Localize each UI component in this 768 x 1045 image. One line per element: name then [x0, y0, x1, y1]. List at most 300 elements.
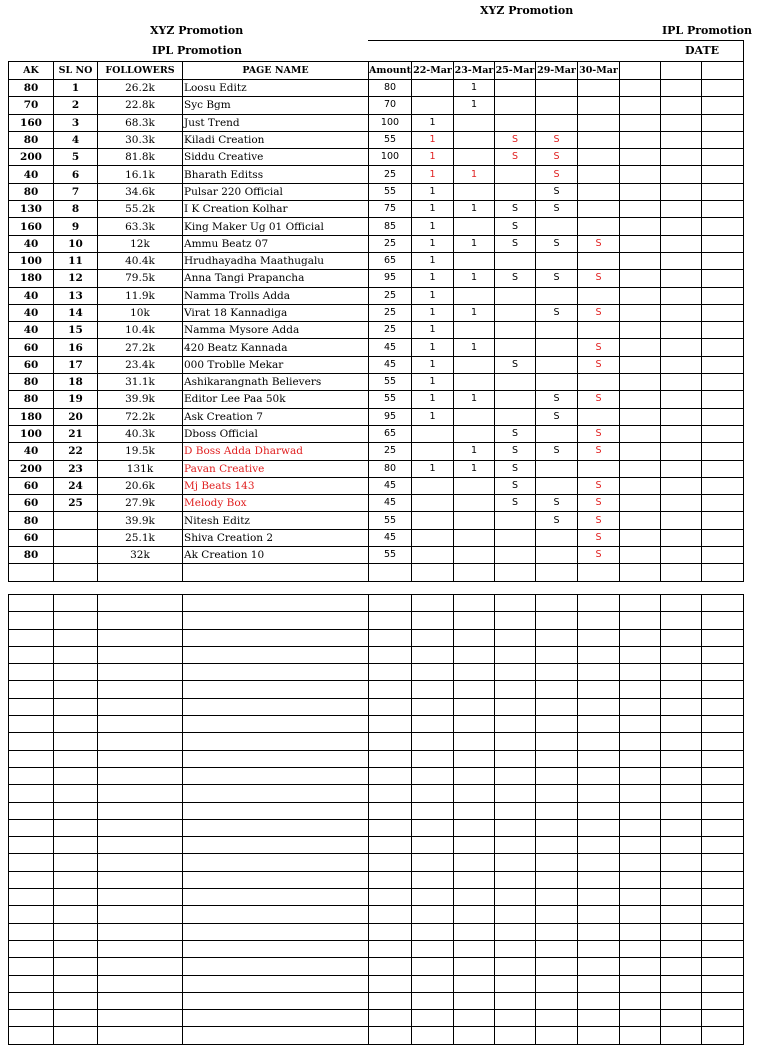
mark-29-mar [536, 547, 578, 564]
table-row [9, 183, 744, 200]
sl-no-cell: 23 [54, 460, 98, 477]
empty-cell [702, 477, 744, 494]
blank-row [9, 819, 744, 836]
mark-29-mar: S [536, 183, 578, 200]
empty-cell [454, 1010, 495, 1027]
followers-cell: 27.2k [98, 339, 183, 356]
empty-cell [702, 664, 744, 681]
empty-cell [183, 906, 369, 923]
page-name-cell: Dboss Official [183, 425, 369, 442]
empty-cell [9, 698, 54, 715]
mark-23-mar [454, 287, 495, 304]
empty-cell [54, 664, 98, 681]
empty-cell [412, 564, 454, 581]
column-header [661, 62, 702, 80]
empty-cell [454, 854, 495, 871]
table-row [9, 529, 744, 546]
ak-cell: 60 [9, 477, 54, 494]
blank-row [9, 1027, 744, 1044]
empty-cell [702, 906, 744, 923]
empty-cell [702, 958, 744, 975]
empty-cell [183, 923, 369, 940]
ak-cell: 80 [9, 547, 54, 564]
mark-29-mar [536, 287, 578, 304]
empty-cell [661, 819, 702, 836]
empty-cell [702, 131, 744, 148]
mark-30-mar [578, 201, 620, 218]
empty-cell [702, 837, 744, 854]
page-name-cell: Mj Beats 143 [183, 477, 369, 494]
empty-cell [702, 595, 744, 612]
blank-row [9, 975, 744, 992]
mark-23-mar [454, 114, 495, 131]
empty-cell [183, 629, 369, 646]
empty-cell [536, 802, 578, 819]
amount-cell: 80 [369, 460, 412, 477]
followers-cell: 34.6k [98, 183, 183, 200]
sl-no-cell: 8 [54, 201, 98, 218]
empty-cell [454, 923, 495, 940]
empty-cell [54, 767, 98, 784]
blank-row [9, 923, 744, 940]
mark-30-mar: S [578, 235, 620, 252]
blank-row [9, 940, 744, 957]
page-name-cell: Hrudhayadha Maathugalu [183, 252, 369, 269]
amount-cell: 25 [369, 443, 412, 460]
amount-cell: 100 [369, 149, 412, 166]
table-row [9, 547, 744, 564]
page-name-cell: Ask Creation 7 [183, 408, 369, 425]
empty-cell [661, 785, 702, 802]
mark-22-mar: 1 [412, 287, 454, 304]
mark-29-mar: S [536, 391, 578, 408]
empty-cell [702, 681, 744, 698]
followers-cell: 20.6k [98, 477, 183, 494]
empty-cell [412, 837, 454, 854]
ak-cell: 100 [9, 425, 54, 442]
page-name-cell: 420 Beatz Kannada [183, 339, 369, 356]
empty-cell [536, 889, 578, 906]
empty-cell [54, 871, 98, 888]
empty-cell [495, 595, 536, 612]
empty-cell [620, 547, 661, 564]
empty-cell [98, 802, 183, 819]
empty-cell [369, 733, 412, 750]
empty-cell [661, 733, 702, 750]
empty-cell [54, 837, 98, 854]
empty-cell [183, 646, 369, 663]
empty-cell [702, 819, 744, 836]
empty-cell [98, 975, 183, 992]
mark-23-mar [454, 547, 495, 564]
empty-cell [578, 681, 620, 698]
empty-cell [661, 252, 702, 269]
amount-cell: 85 [369, 218, 412, 235]
ak-cell: 40 [9, 287, 54, 304]
amount-cell: 80 [369, 80, 412, 97]
empty-cell [620, 252, 661, 269]
empty-cell [661, 477, 702, 494]
mark-29-mar [536, 425, 578, 442]
empty-cell [536, 698, 578, 715]
left-title-xyz: XYZ Promotion [150, 24, 244, 37]
empty-cell [98, 716, 183, 733]
table-row [9, 166, 744, 183]
mark-30-mar [578, 80, 620, 97]
column-header: 22-Mar [412, 62, 454, 80]
followers-cell: 63.3k [98, 218, 183, 235]
column-header: 25-Mar [495, 62, 536, 80]
empty-cell [536, 664, 578, 681]
page-name-cell: King Maker Ug 01 Official [183, 218, 369, 235]
mark-29-mar [536, 252, 578, 269]
empty-cell [454, 612, 495, 629]
empty-cell [661, 495, 702, 512]
empty-cell [702, 1010, 744, 1027]
mark-29-mar [536, 80, 578, 97]
empty-cell [495, 802, 536, 819]
empty-cell [412, 646, 454, 663]
empty-cell [702, 612, 744, 629]
table-row [9, 97, 744, 114]
empty-cell [412, 1010, 454, 1027]
empty-cell [702, 443, 744, 460]
page-name-cell: Just Trend [183, 114, 369, 131]
empty-cell [54, 733, 98, 750]
empty-cell [412, 750, 454, 767]
empty-cell [369, 992, 412, 1009]
amount-cell: 45 [369, 339, 412, 356]
column-header: 23-Mar [454, 62, 495, 80]
amount-cell: 45 [369, 495, 412, 512]
table-row [9, 460, 744, 477]
empty-cell [578, 716, 620, 733]
column-header: AK [9, 62, 54, 80]
mark-30-mar: S [578, 425, 620, 442]
empty-cell [495, 646, 536, 663]
mark-25-mar [495, 408, 536, 425]
mark-23-mar: 1 [454, 270, 495, 287]
empty-cell [702, 629, 744, 646]
column-header: PAGE NAME [183, 62, 369, 80]
empty-cell [702, 767, 744, 784]
mark-25-mar [495, 97, 536, 114]
table-row [9, 374, 744, 391]
mark-29-mar: S [536, 131, 578, 148]
mark-25-mar: S [495, 201, 536, 218]
empty-cell [454, 681, 495, 698]
mark-30-mar [578, 374, 620, 391]
empty-cell [54, 612, 98, 629]
empty-cell [495, 975, 536, 992]
followers-cell: 10.4k [98, 322, 183, 339]
empty-cell [620, 408, 661, 425]
sl-no-cell: 20 [54, 408, 98, 425]
empty-cell [536, 923, 578, 940]
empty-cell [536, 612, 578, 629]
empty-cell [412, 854, 454, 871]
empty-cell [702, 97, 744, 114]
empty-cell [495, 958, 536, 975]
empty-cell [661, 958, 702, 975]
empty-cell [454, 646, 495, 663]
empty-cell [536, 975, 578, 992]
blank-row [9, 992, 744, 1009]
empty-cell [620, 716, 661, 733]
mark-22-mar: 1 [412, 183, 454, 200]
empty-cell [702, 992, 744, 1009]
followers-cell: 19.5k [98, 443, 183, 460]
empty-cell [578, 733, 620, 750]
empty-cell [54, 629, 98, 646]
empty-cell [369, 564, 412, 581]
sl-no-cell: 11 [54, 252, 98, 269]
ak-cell: 80 [9, 131, 54, 148]
mark-30-mar: S [578, 270, 620, 287]
empty-cell [702, 495, 744, 512]
empty-cell [620, 529, 661, 546]
amount-cell: 25 [369, 166, 412, 183]
empty-cell [369, 854, 412, 871]
empty-cell [578, 958, 620, 975]
mark-29-mar: S [536, 270, 578, 287]
empty-cell [369, 871, 412, 888]
empty-cell [98, 629, 183, 646]
followers-cell: 10k [98, 304, 183, 321]
ak-cell: 40 [9, 235, 54, 252]
mark-22-mar: 1 [412, 235, 454, 252]
empty-cell [702, 408, 744, 425]
mark-25-mar [495, 529, 536, 546]
amount-cell: 45 [369, 529, 412, 546]
ak-cell: 40 [9, 322, 54, 339]
column-header [620, 62, 661, 80]
blank-row [9, 958, 744, 975]
empty-cell [454, 733, 495, 750]
mark-29-mar [536, 477, 578, 494]
empty-cell [98, 595, 183, 612]
followers-cell: 39.9k [98, 512, 183, 529]
empty-cell [702, 975, 744, 992]
empty-cell [183, 889, 369, 906]
table-row [9, 304, 744, 321]
empty-cell [495, 767, 536, 784]
empty-cell [661, 322, 702, 339]
empty-cell [661, 114, 702, 131]
empty-cell [661, 287, 702, 304]
mark-29-mar [536, 529, 578, 546]
empty-cell [661, 767, 702, 784]
empty-cell [495, 906, 536, 923]
mark-25-mar: S [495, 149, 536, 166]
mark-23-mar: 1 [454, 304, 495, 321]
amount-cell: 75 [369, 201, 412, 218]
followers-cell: 79.5k [98, 270, 183, 287]
amount-cell: 45 [369, 356, 412, 373]
empty-cell [412, 802, 454, 819]
mark-25-mar [495, 374, 536, 391]
empty-cell [661, 802, 702, 819]
empty-cell [620, 339, 661, 356]
empty-cell [702, 270, 744, 287]
mark-25-mar: S [495, 356, 536, 373]
sl-no-cell: 4 [54, 131, 98, 148]
empty-cell [98, 1027, 183, 1044]
mark-23-mar: 1 [454, 391, 495, 408]
mark-30-mar [578, 287, 620, 304]
empty-cell [183, 819, 369, 836]
followers-cell: 16.1k [98, 166, 183, 183]
empty-cell [620, 374, 661, 391]
empty-cell [702, 529, 744, 546]
date-label: DATE [685, 44, 720, 57]
empty-cell [9, 664, 54, 681]
empty-cell [54, 992, 98, 1009]
sl-no-cell: 7 [54, 183, 98, 200]
empty-cell [620, 750, 661, 767]
mark-30-mar [578, 166, 620, 183]
sl-no-cell: 19 [54, 391, 98, 408]
empty-cell [98, 837, 183, 854]
empty-cell [661, 975, 702, 992]
mark-30-mar [578, 131, 620, 148]
empty-cell [183, 940, 369, 957]
empty-cell [578, 785, 620, 802]
mark-23-mar [454, 374, 495, 391]
mark-23-mar [454, 322, 495, 339]
empty-cell [620, 802, 661, 819]
empty-cell [183, 958, 369, 975]
empty-cell [661, 547, 702, 564]
empty-cell [9, 992, 54, 1009]
mark-29-mar [536, 114, 578, 131]
empty-cell [454, 940, 495, 957]
empty-cell [98, 854, 183, 871]
followers-cell: 32k [98, 547, 183, 564]
empty-cell [661, 992, 702, 1009]
empty-cell [98, 664, 183, 681]
mark-29-mar [536, 460, 578, 477]
blank-row [9, 716, 744, 733]
empty-cell [620, 218, 661, 235]
mark-25-mar [495, 114, 536, 131]
empty-cell [661, 460, 702, 477]
mark-23-mar [454, 495, 495, 512]
empty-cell [412, 767, 454, 784]
empty-cell [454, 975, 495, 992]
amount-cell: 45 [369, 477, 412, 494]
empty-cell [54, 906, 98, 923]
mark-25-mar [495, 183, 536, 200]
mark-25-mar [495, 80, 536, 97]
mark-30-mar: S [578, 339, 620, 356]
empty-cell [702, 564, 744, 581]
empty-cell [495, 992, 536, 1009]
amount-cell: 70 [369, 97, 412, 114]
empty-cell [454, 1027, 495, 1044]
empty-cell [54, 975, 98, 992]
empty-cell [9, 767, 54, 784]
empty-cell [620, 854, 661, 871]
empty-cell [98, 612, 183, 629]
empty-cell [9, 975, 54, 992]
empty-cell [369, 958, 412, 975]
empty-cell [702, 322, 744, 339]
mark-25-mar: S [495, 131, 536, 148]
empty-cell [702, 698, 744, 715]
empty-cell [620, 595, 661, 612]
empty-cell [620, 1027, 661, 1044]
page-name-cell: 000 Troblle Mekar [183, 356, 369, 373]
empty-cell [369, 698, 412, 715]
empty-cell [661, 595, 702, 612]
page-name-cell: Ashikarangnath Believers [183, 374, 369, 391]
followers-cell: 81.8k [98, 149, 183, 166]
sl-no-cell: 2 [54, 97, 98, 114]
mark-22-mar: 1 [412, 252, 454, 269]
amount-cell: 25 [369, 322, 412, 339]
ak-cell: 100 [9, 252, 54, 269]
empty-cell [620, 425, 661, 442]
empty-cell [620, 114, 661, 131]
ak-cell: 200 [9, 460, 54, 477]
mark-22-mar [412, 97, 454, 114]
mark-22-mar: 1 [412, 460, 454, 477]
column-header: 29-Mar [536, 62, 578, 80]
empty-cell [412, 612, 454, 629]
empty-cell [454, 889, 495, 906]
followers-cell: 22.8k [98, 97, 183, 114]
empty-cell [412, 629, 454, 646]
empty-cell [412, 716, 454, 733]
empty-cell [620, 322, 661, 339]
empty-cell [661, 564, 702, 581]
empty-cell [454, 767, 495, 784]
empty-cell [495, 940, 536, 957]
empty-cell [702, 646, 744, 663]
empty-cell [369, 646, 412, 663]
empty-cell [369, 767, 412, 784]
mark-25-mar: S [495, 495, 536, 512]
mark-25-mar [495, 252, 536, 269]
empty-cell [702, 287, 744, 304]
empty-cell [183, 595, 369, 612]
table-row [9, 443, 744, 460]
mark-22-mar [412, 529, 454, 546]
mark-25-mar: S [495, 218, 536, 235]
empty-cell [578, 750, 620, 767]
page-name-cell: Ak Creation 10 [183, 547, 369, 564]
empty-cell [454, 906, 495, 923]
empty-cell [183, 681, 369, 698]
column-header: 30-Mar [578, 62, 620, 80]
empty-cell [661, 940, 702, 957]
empty-cell [369, 889, 412, 906]
empty-cell [702, 1027, 744, 1044]
sl-no-cell: 13 [54, 287, 98, 304]
mark-23-mar: 1 [454, 460, 495, 477]
table-row [9, 495, 744, 512]
amount-cell: 65 [369, 252, 412, 269]
ak-cell: 80 [9, 183, 54, 200]
mark-22-mar: 1 [412, 304, 454, 321]
empty-cell [54, 923, 98, 940]
empty-cell [536, 750, 578, 767]
page-name-cell: Siddu Creative [183, 149, 369, 166]
empty-cell [454, 716, 495, 733]
empty-cell [98, 750, 183, 767]
empty-cell [578, 871, 620, 888]
